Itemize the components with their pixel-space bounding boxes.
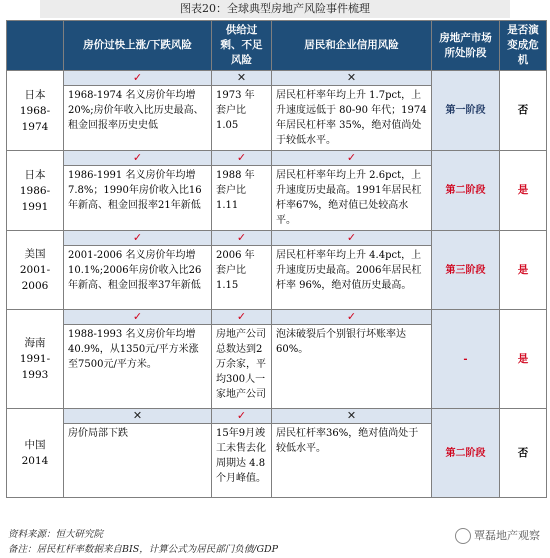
country-cell: 美国 2001- 2006: [7, 231, 64, 310]
credit-risk-detail: 居民杠杆率36%，绝对值尚处于较低水平。: [272, 424, 432, 498]
header-credit-risk: 居民和企业信用风险: [272, 21, 432, 71]
wechat-icon: [455, 528, 471, 544]
supply-risk-detail: 房地产公司总数达到2万余家，平均300人一家地产公司: [212, 325, 272, 409]
header-market-stage: 房地产市场所处阶段: [432, 21, 500, 71]
stage-cell: 第一阶段: [432, 71, 500, 151]
header-crisis: 是否演变成危机: [500, 21, 547, 71]
crisis-cell: 是: [500, 151, 547, 231]
price-risk-mark: [64, 409, 212, 424]
check-icon: ✓: [236, 310, 247, 323]
credit-risk-mark: [272, 310, 432, 325]
stage-cell: 第三阶段: [432, 231, 500, 310]
crisis-cell: 是: [500, 310, 547, 409]
header-country: [7, 21, 64, 71]
credit-risk-mark: [272, 409, 432, 424]
supply-risk-mark: [212, 409, 272, 424]
check-icon: ✓: [132, 71, 143, 84]
credit-risk-detail: 居民杠杆率年均上升 4.4pct，上升速度历史最高。2006年居民杠杆率 96%，绝对值历史最高。: [272, 246, 432, 310]
credit-risk-detail: 泡沫破裂后个别银行坏账率达60%。: [272, 325, 432, 409]
crisis-cell: 否: [500, 409, 547, 498]
price-risk-mark: [64, 231, 212, 246]
table-row: [7, 409, 547, 424]
crisis-cell: 否: [500, 71, 547, 151]
check-icon: ✓: [132, 310, 143, 323]
header-price-risk: 房价过快上涨/下跌风险: [64, 21, 212, 71]
supply-risk-detail: 2006 年 套户比1.15: [212, 246, 272, 310]
header-supply-risk: 供给过剩、不足风险: [212, 21, 272, 71]
price-risk-detail: 1988-1993 名义房价年均增40.9%，从1350元/平方米涨至7500元/平方米。: [64, 325, 212, 409]
cross-icon: ✕: [346, 409, 357, 422]
check-icon: ✓: [132, 231, 143, 244]
stage-cell: 第二阶段: [432, 151, 500, 231]
price-risk-detail: 2001-2006 名义房价年均增10.1%;2006年房价收入比26年新高、租金回报率37年新低: [64, 246, 212, 310]
country-cell: 日本 1986- 1991: [7, 151, 64, 231]
credit-risk-detail: 居民杠杆率年均上升 1.7pct，上升速度远低于 80-90 年代；1974 年居民杠杆率 35%，绝对值尚处于较低水平。: [272, 86, 432, 151]
supply-risk-detail: 1973 年 套户比1.05: [212, 86, 272, 151]
check-icon: ✓: [236, 231, 247, 244]
check-icon: ✓: [236, 151, 247, 164]
table-row: [7, 231, 547, 246]
price-risk-mark: [64, 310, 212, 325]
supply-risk-mark: [212, 310, 272, 325]
supply-risk-detail: 15年9月竣工未售去化周期达 4.8个月峰值。: [212, 424, 272, 498]
credit-risk-mark: [272, 71, 432, 86]
table-row: [7, 310, 547, 325]
check-icon: ✓: [346, 151, 357, 164]
credit-risk-detail: 居民杠杆率年均上升 2.6pct，上升速度历史最高。1991年居民杠杆率67%，绝对值已处较高水平。: [272, 166, 432, 231]
stage-cell: 第二阶段: [432, 409, 500, 498]
check-icon: ✓: [236, 409, 247, 422]
check-icon: ✓: [346, 231, 357, 244]
watermark: [455, 527, 540, 544]
table-row: [7, 71, 547, 86]
source-note: 资料来源：恒大研究院: [8, 529, 104, 540]
table-row: [7, 151, 547, 166]
supply-risk-mark: [212, 231, 272, 246]
country-cell: 日本 1968- 1974: [7, 71, 64, 151]
supply-risk-detail: 1988 年 套户比1.11: [212, 166, 272, 231]
supply-risk-mark: [212, 71, 272, 86]
table-body: [7, 71, 547, 498]
credit-risk-mark: [272, 231, 432, 246]
price-risk-detail: 1986-1991 名义房价年均增7.8%；1990年房价收入比16年新高、租金回报率21年新低: [64, 166, 212, 231]
credit-risk-mark: [272, 151, 432, 166]
country-cell: 中国 2014: [7, 409, 64, 498]
cross-icon: ✕: [346, 71, 357, 84]
stage-cell: -: [432, 310, 500, 409]
price-risk-detail: 1968-1974 名义房价年均增20%;房价年收入比历史最高、租金回报率历史史低: [64, 86, 212, 151]
risk-events-table: [6, 20, 547, 498]
cross-icon: ✕: [236, 71, 247, 84]
remark-note: 备注：居民杠杆率数据来自BIS，计算公式为居民部门负债/GDP: [8, 544, 279, 555]
price-risk-mark: [64, 151, 212, 166]
supply-risk-mark: [212, 151, 272, 166]
watermark-text: 覃磊地产观察: [474, 529, 540, 542]
price-risk-mark: [64, 71, 212, 86]
figure-title: 图表20：全球典型房地产风险事件梳理: [40, 0, 510, 18]
country-cell: 海南 1991- 1993: [7, 310, 64, 409]
check-icon: ✓: [132, 151, 143, 164]
check-icon: ✓: [346, 310, 357, 323]
cross-icon: ✕: [132, 409, 143, 422]
crisis-cell: 是: [500, 231, 547, 310]
price-risk-detail: 房价局部下跌: [64, 424, 212, 498]
